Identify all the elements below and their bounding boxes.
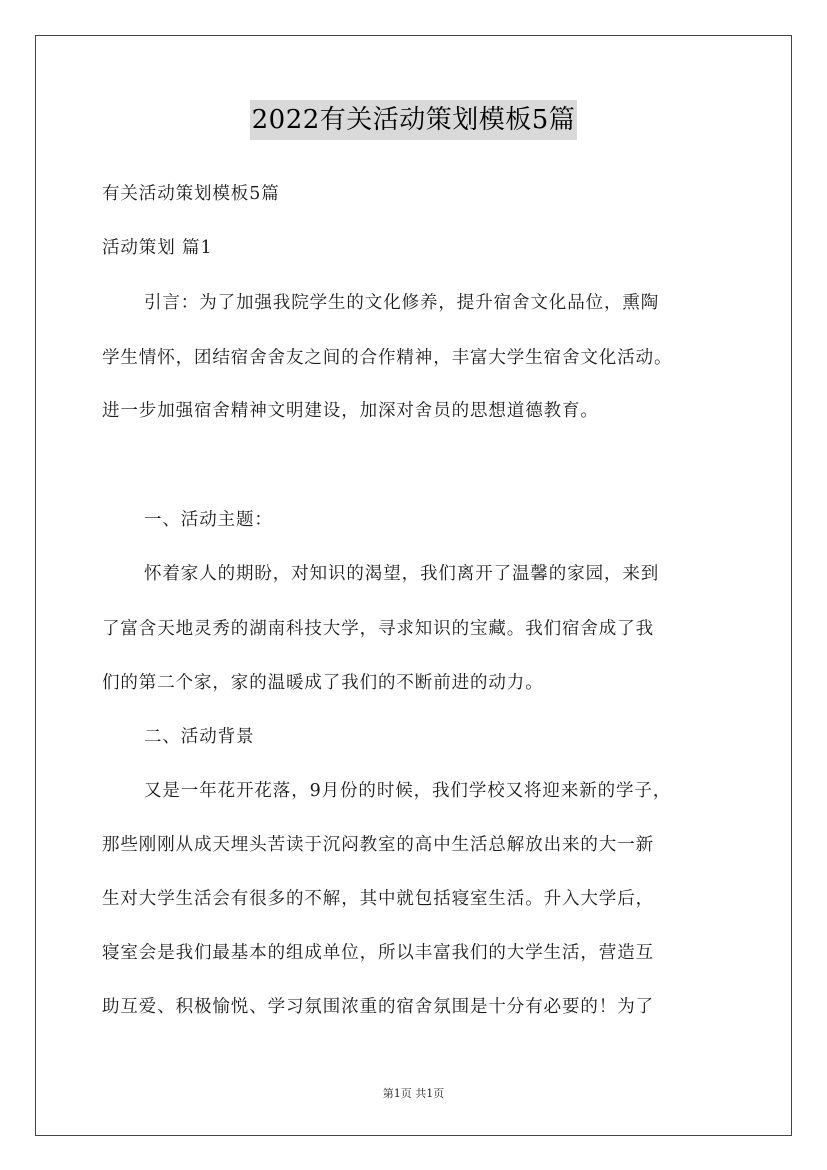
paragraph-line: 寝室会是我们最基本的组成单位，所以丰富我们的大学生活，营造互 [102, 943, 654, 963]
section-heading: 活动策划 篇1 [102, 238, 213, 258]
paragraph-line: 又是一年花开花落，9月份的时候，我们学校又将迎来新的学子， [144, 781, 672, 801]
page-footer: 第1页 共1页 [382, 1087, 445, 1100]
paragraph-line: 进一步加强宿舍精神文明建设，加深对舍员的思想道德教育。 [102, 401, 599, 421]
document-subtitle: 有关活动策划模板5篇 [102, 184, 280, 204]
document-title: 2022有关活动策划模板5篇 [250, 100, 578, 140]
paragraph-line: 助互爱、积极愉悦、学习氛围浓重的宿舍氛围是十分有必要的！为了 [102, 997, 654, 1017]
heading-activity-theme: 一、活动主题： [144, 510, 273, 530]
paragraph-line: 学生情怀，团结宿舍舍友之间的合作精神，丰富大学生宿舍文化活动。 [102, 348, 673, 368]
paragraph-line: 了富含天地灵秀的湖南科技大学，寻求知识的宝藏。我们宿舍成了我 [102, 619, 654, 639]
document-title-wrapper [0, 100, 827, 140]
paragraph-line: 那些刚刚从成天埋头苦读于沉闷教室的高中生活总解放出来的大一新 [102, 835, 654, 855]
paragraph-line: 生对大学生活会有很多的不解，其中就包括寝室生活。升入大学后， [102, 889, 654, 909]
paragraph-line: 们的第二个家，家的温暖成了我们的不断前进的动力。 [102, 673, 544, 693]
paragraph-line: 引言：为了加强我院学生的文化修养，提升宿舍文化品位，熏陶 [144, 293, 660, 313]
heading-activity-background: 二、活动背景 [144, 727, 255, 747]
paragraph-line: 怀着家人的期盼，对知识的渴望，我们离开了温馨的家园，来到 [144, 564, 660, 584]
